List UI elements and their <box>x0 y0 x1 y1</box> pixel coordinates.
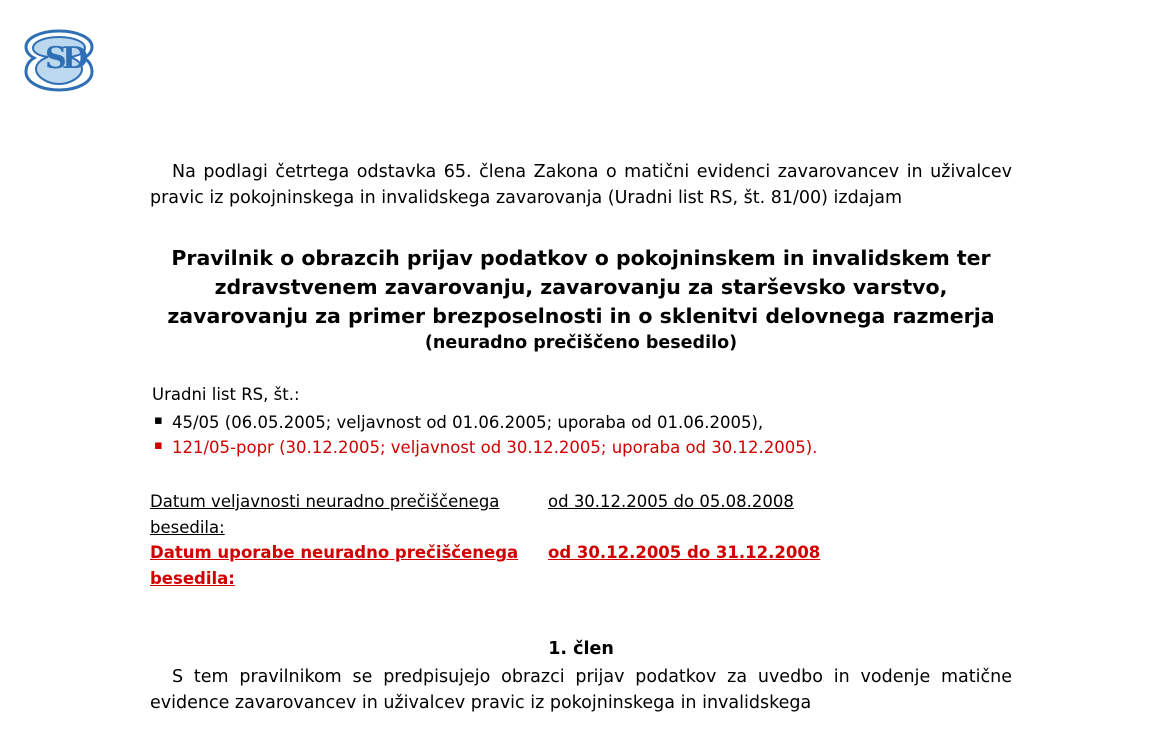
document-content <box>150 160 1012 717</box>
list-item <box>150 410 1012 436</box>
source-label: Uradni list RS, št.: <box>152 385 300 405</box>
intro-text: Na podlagi četrtega odstavka 65. člena Zakona o matični evidenci zavarovancev in uživalcev pravic iz pokojninskega in invalidskega zavarovanja (Uradni list RS, št. 81/00) izdajam <box>150 162 1012 208</box>
source-list <box>150 410 1012 461</box>
company-shield-logo-icon <box>18 28 100 94</box>
page-title: Pravilnik o obrazcih prijav podatkov o pokojninskem in invalidskem ter zdravstvenem zavarovanju, zavarovanju za starševsko varstvo, zavarovanju za primer brezposelnosti in o sklenitvi delovnega razmerja <box>167 245 995 328</box>
list-item-label: 45/05 (06.05.2005; veljavnost od 01.06.2005; uporaba od 01.06.2005), <box>172 412 764 432</box>
article-paragraph <box>150 665 1012 717</box>
validity-value: od 30.12.2005 do 31.12.2008 <box>548 543 821 563</box>
validity-label: Datum veljavnosti neuradno prečiščenega besedila: <box>150 491 500 537</box>
validity-value: od 30.12.2005 do 05.08.2008 <box>548 491 794 511</box>
list-item <box>150 435 1012 461</box>
article-heading: 1. člen <box>548 639 614 660</box>
validity-label: Datum uporabe neuradno prečiščenega besedila: <box>150 543 519 588</box>
article-text: S tem pravilnikom se predpisujejo obrazci prijav podatkov za uvedbo in vodenje matične evidence zavarovancev in uživalcev pravic iz pokojninskega in invalidskega <box>150 667 1012 714</box>
list-item-label: 121/05-popr (30.12.2005; veljavnost od 30.12.2005; uporaba od 30.12.2005). <box>172 438 818 458</box>
square-bullet-icon: ▪ <box>154 412 163 428</box>
validity-block <box>150 489 1012 591</box>
article-block <box>150 637 1012 717</box>
intro-paragraph <box>150 160 1012 212</box>
title-block <box>150 244 1012 353</box>
validity-row <box>150 540 1012 591</box>
svg-text:S: S <box>45 41 67 76</box>
svg-text:D: D <box>62 41 89 76</box>
source-block <box>150 383 1012 461</box>
page-subtitle: (neuradno prečiščeno besedilo) <box>424 333 738 354</box>
validity-row <box>150 489 1012 540</box>
square-bullet-icon: ▪ <box>154 438 163 454</box>
